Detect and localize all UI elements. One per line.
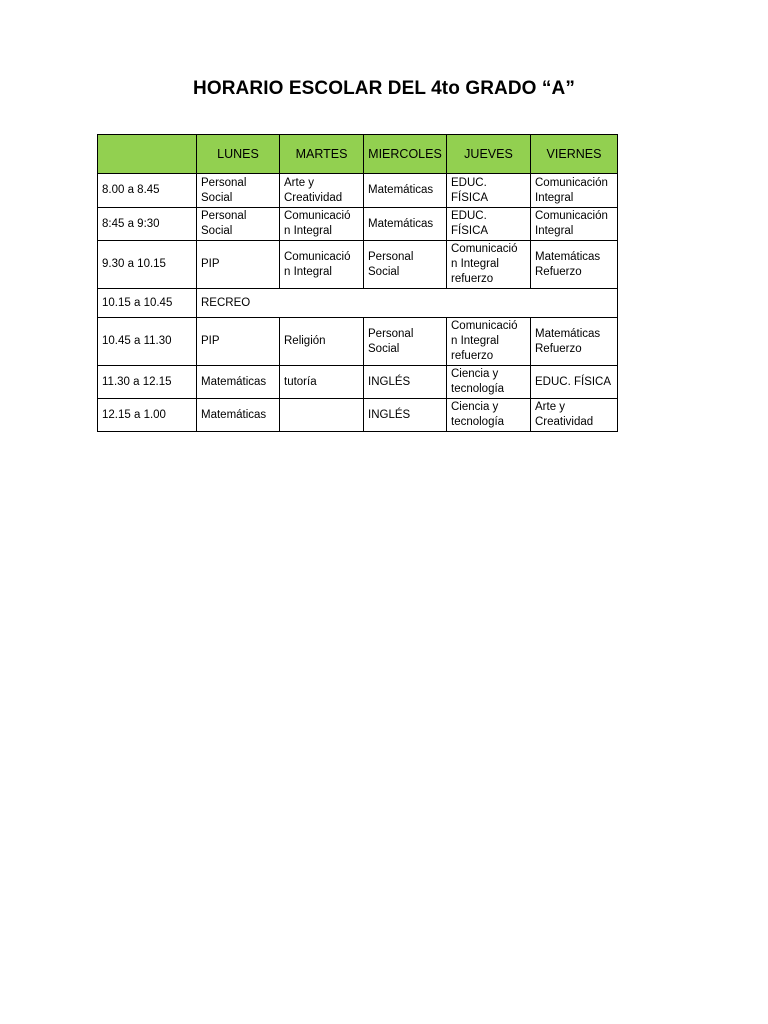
class-cell: Personal Social <box>364 241 447 289</box>
class-cell: Ciencia y tecnología <box>447 366 531 399</box>
time-cell: 8.00 a 8.45 <box>98 174 197 208</box>
class-cell: INGLÉS <box>364 366 447 399</box>
class-cell: Personal Social <box>197 208 280 241</box>
class-cell: Ciencia y tecnología <box>447 399 531 432</box>
class-cell: Comunicación Integral <box>531 174 618 208</box>
class-cell: Arte y Creatividad <box>280 174 364 208</box>
class-cell: EDUC. FÍSICA <box>447 174 531 208</box>
class-cell: Matemáticas <box>197 366 280 399</box>
header-cell-time <box>98 135 197 174</box>
class-cell: PIP <box>197 241 280 289</box>
class-cell: Matemáticas <box>197 399 280 432</box>
class-cell: tutoría <box>280 366 364 399</box>
table-row <box>98 208 618 241</box>
recreo-cell: RECREO <box>197 289 618 318</box>
header-row <box>98 135 618 174</box>
class-cell <box>280 399 364 432</box>
class-cell: Matemáticas <box>364 174 447 208</box>
class-cell: INGLÉS <box>364 399 447 432</box>
table-row <box>98 241 618 289</box>
header-cell-viernes: VIERNES <box>531 135 618 174</box>
class-cell: Matemáticas <box>364 208 447 241</box>
table-row <box>98 318 618 366</box>
class-cell: EDUC. FÍSICA <box>447 208 531 241</box>
class-cell: Religión <box>280 318 364 366</box>
time-cell: 9.30 a 10.15 <box>98 241 197 289</box>
class-cell: EDUC. FÍSICA <box>531 366 618 399</box>
class-cell: Comunicació n Integral refuerzo <box>447 318 531 366</box>
class-cell: Comunicació n Integral <box>280 241 364 289</box>
table-row <box>98 399 618 432</box>
time-cell: 8:45 a 9:30 <box>98 208 197 241</box>
header-cell-jueves: JUEVES <box>447 135 531 174</box>
class-cell: PIP <box>197 318 280 366</box>
time-cell: 12.15 a 1.00 <box>98 399 197 432</box>
time-cell: 10.15 a 10.45 <box>98 289 197 318</box>
table-row-recreo <box>98 289 618 318</box>
class-cell: Personal Social <box>197 174 280 208</box>
header-cell-martes: MARTES <box>280 135 364 174</box>
table-row <box>98 174 618 208</box>
page-title: HORARIO ESCOLAR DEL 4to GRADO “A” <box>193 78 575 99</box>
class-cell: Comunicació n Integral <box>280 208 364 241</box>
header-cell-miercoles: MIERCOLES <box>364 135 447 174</box>
time-cell: 10.45 a 11.30 <box>98 318 197 366</box>
class-cell: Personal Social <box>364 318 447 366</box>
schedule-table <box>97 134 618 432</box>
class-cell: Comunicación Integral <box>531 208 618 241</box>
class-cell: Comunicació n Integral refuerzo <box>447 241 531 289</box>
class-cell: Matemáticas Refuerzo <box>531 318 618 366</box>
table-row <box>98 366 618 399</box>
time-cell: 11.30 a 12.15 <box>98 366 197 399</box>
class-cell: Arte y Creatividad <box>531 399 618 432</box>
class-cell: Matemáticas Refuerzo <box>531 241 618 289</box>
header-cell-lunes: LUNES <box>197 135 280 174</box>
